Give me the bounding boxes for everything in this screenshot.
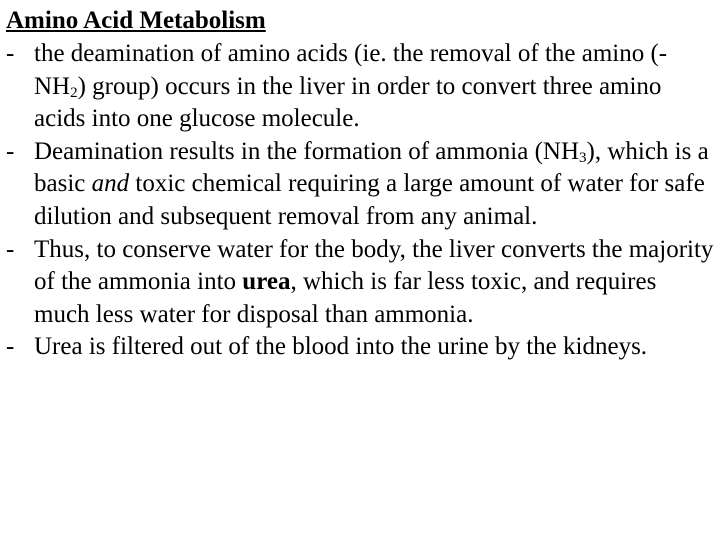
bullet-text: the deamination of amino acids (ie. the removal of the amino (-NH [34, 40, 668, 100]
bullet-text: Deamination results in the formation of ammonia (NH [34, 137, 580, 165]
bullet-item-ammonia [6, 136, 714, 234]
bullet-text: toxic chemical requiring a large amount of water for safe dilution and subsequent removal from any animal. [34, 170, 705, 230]
bullet-marker: - [6, 137, 15, 165]
bullet-item-urea-conversion [6, 234, 714, 332]
bullet-text: Urea is filtered out of the blood into the urine by the kidneys. [34, 333, 648, 361]
bold-term: urea [242, 268, 291, 296]
bullet-text: , which is far less toxic, and requires much less water for disposal than ammonia. [34, 268, 657, 328]
slide-title: Amino Acid Metabolism [6, 7, 266, 34]
bullet-list [6, 38, 714, 364]
bullet-item-urea-filtration [6, 331, 714, 364]
bullet-item-deamination [6, 38, 714, 136]
bullet-marker: - [6, 333, 15, 361]
slide [6, 4, 714, 364]
bullet-text: ) group) occurs in the liver in order to convert three amino acids into one glucose molecule. [34, 72, 662, 133]
emphasis-text: and [91, 170, 130, 198]
bullet-marker: - [6, 235, 15, 263]
bullet-text: Thus, to conserve water for the body, the liver converts the majority of the ammonia into [34, 235, 714, 296]
bullet-marker: - [6, 40, 15, 67]
subscript: 2 [70, 84, 78, 101]
bullet-text: ), which is a basic [34, 137, 709, 198]
subscript: 3 [579, 149, 587, 166]
